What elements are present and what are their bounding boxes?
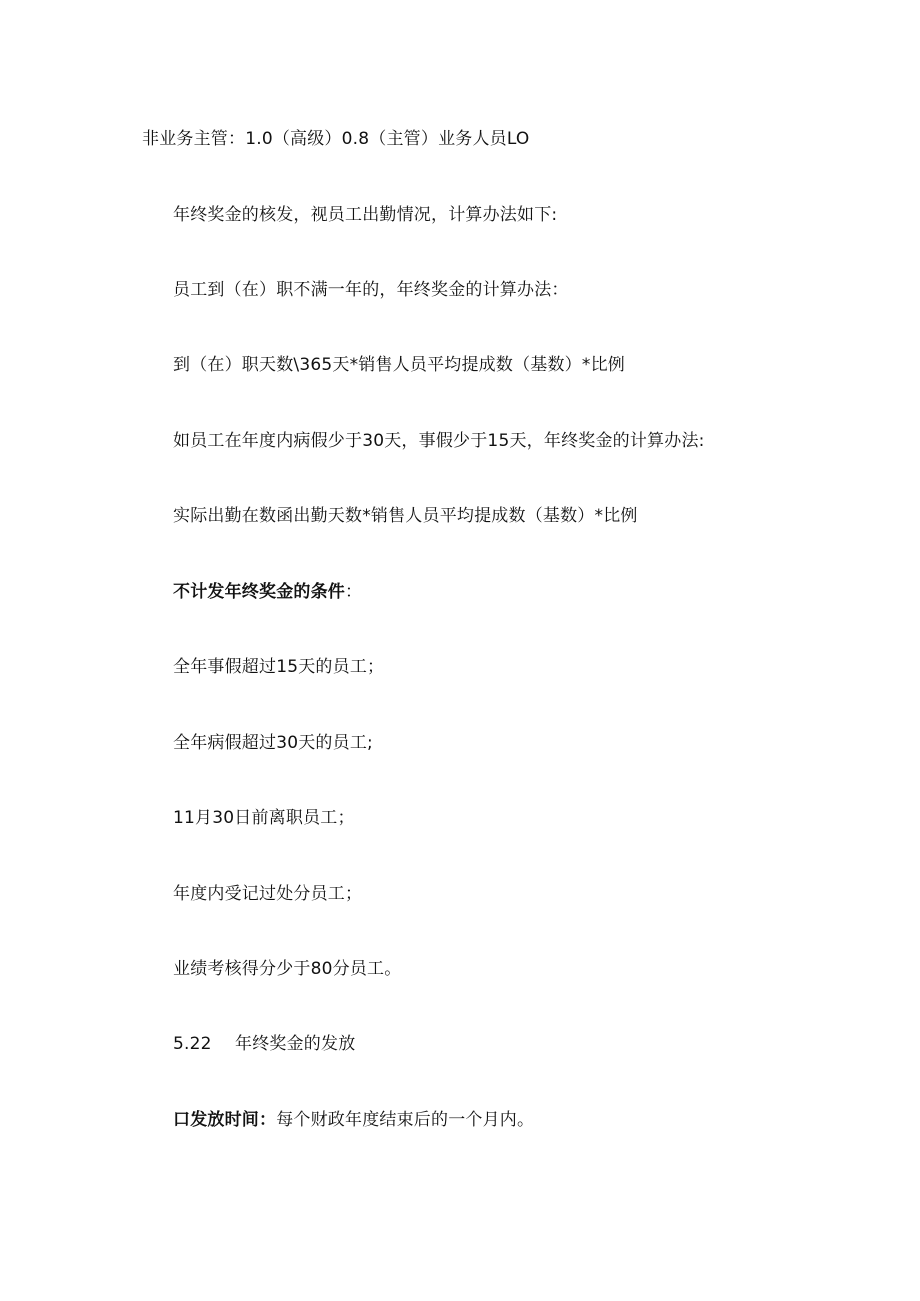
- distribution-text: 每个财政年度结束后的一个月内。: [276, 1110, 535, 1130]
- paragraph-less-than-one-year: 员工到（在）职不满一年的，年终奖金的计算办法：: [173, 280, 569, 300]
- section-heading: [173, 1033, 355, 1055]
- paragraph-bonus-issuance: 年终奖金的核发，视员工出勤情况，计算办法如下:: [173, 205, 558, 225]
- paragraph-leave-conditions: 如员工在年度内病假少于30天，事假少于15天，年终奖金的计算办法:: [173, 431, 705, 451]
- section-title: 年终奖金的发放: [235, 1034, 356, 1054]
- condition-item: 年度内受记过处分员工；: [173, 884, 363, 904]
- conditions-heading-line: [173, 581, 362, 603]
- condition-item: 全年病假超过30天的员工;: [173, 733, 373, 753]
- paragraph-ratio-coefficients: 非业务主管：1.0（高级）0.8（主管）业务人员LO: [142, 129, 530, 149]
- conditions-heading: 不计发年终奖金的条件: [173, 582, 345, 602]
- formula-actual-attendance: 实际出勤在数函出勤天数*销售人员平均提成数（基数）*比例: [173, 506, 638, 526]
- condition-item: 业绩考核得分少于80分员工。: [173, 959, 402, 979]
- distribution-label: 口发放时间：: [173, 1110, 277, 1130]
- distribution-time-line: [173, 1109, 534, 1131]
- condition-item: 全年事假超过15天的员工；: [173, 657, 385, 677]
- section-number: 5.22: [173, 1034, 212, 1054]
- formula-days-employed: 到（在）职天数\365天*销售人员平均提成数（基数）*比例: [173, 355, 625, 375]
- conditions-colon: ：: [345, 582, 363, 602]
- condition-item: 11月30日前离职员工；: [173, 808, 355, 828]
